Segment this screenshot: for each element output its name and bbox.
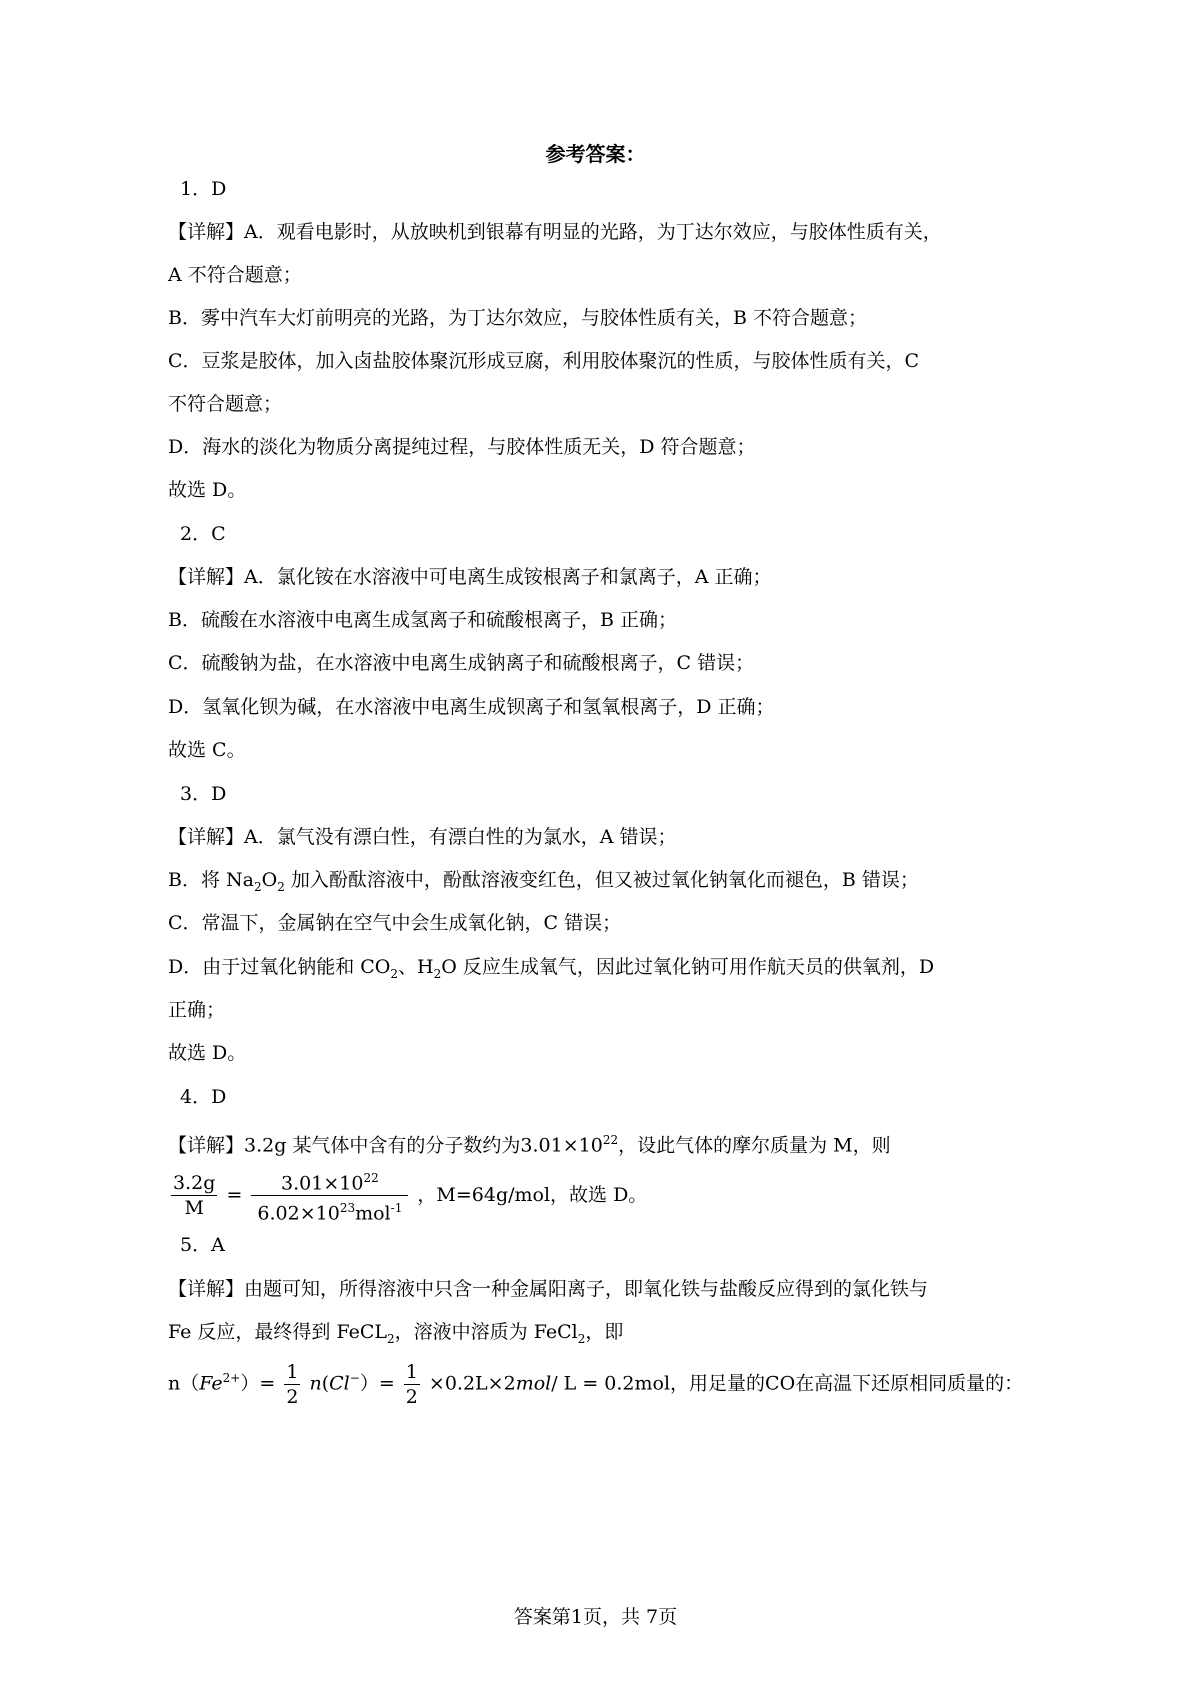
- answer-3-a: 【详解】A．氯气没有漂白性，有漂白性的为氯水，A 错误；: [168, 826, 677, 848]
- answer-4-equation: $\frac{3.2g}{M}$ = $\frac{3.01\times 10^{22}}{6.02\times 10^{23}mol^{-1}}$ ，M=64g/mol，故选 D。: [168, 1166, 647, 1226]
- answer-2-c: C．硫酸钠为盐，在水溶液中电离生成钠离子和硫酸根离子，C 错误；: [168, 652, 755, 674]
- answer-3-head: 3．D: [180, 783, 227, 805]
- answer-3-c: C．常温下，金属钠在空气中会生成氧化钠，C 错误；: [168, 912, 622, 934]
- answer-2-b: B．硫酸在水溶液中电离生成氢离子和硫酸根离子，B 正确；: [168, 609, 677, 631]
- answer-4-head: 4．D: [180, 1086, 227, 1108]
- answer-5-head: 5．A: [180, 1234, 225, 1256]
- answer-2-d: D．氢氧化钡为碱，在水溶液中电离生成钡离子和氢氧根离子，D 正确；: [168, 696, 775, 718]
- answer-5-l1: 【详解】由题可知，所得溶液中只含一种金属阳离子，即氧化铁与盐酸反应得到的氯化铁与: [168, 1278, 929, 1300]
- answer-3-d-cont: 正确；: [168, 999, 226, 1021]
- answer-2-a: 【详解】A．氯化铵在水溶液中可电离生成铵根离子和氯离子，A 正确；: [168, 566, 772, 588]
- answer-3-d: D．由于过氧化钠能和 $CO_2$、$H_2O$ 反应生成氧气，因此过氧化钠可用作航天员的供氧剂，D: [168, 956, 935, 981]
- answer-2-head: 2．C: [180, 523, 226, 545]
- answer-1-c: C．豆浆是胶体，加入卤盐胶体聚沉形成豆腐，利用胶体聚沉的性质，与胶体性质有关，C: [168, 350, 920, 372]
- answer-4-detail: 【详解】3.2g 某气体中含有的分子数约为$3.01\times 10^{22}$，设此气体的摩尔质量为 M，则: [168, 1133, 891, 1157]
- fraction-half-1: $\frac{1}{2}$: [286, 1361, 299, 1408]
- answer-1-head: 1．D: [180, 178, 227, 200]
- answer-5-equation: $n(Fe^{2+})=$ $\frac{1}{2}$ n(Cl−）= $\frac{1}{2}$ ×0.2L×2mol/ L = 0.2mol，用足量的CO在高温下还原相同质量的：: [168, 1361, 1024, 1408]
- answer-1-a: 【详解】A．观看电影时，从放映机到银幕有明显的光路，为丁达尔效应，与胶体性质有关，: [168, 221, 942, 243]
- answer-1-c-cont: 不符合题意；: [168, 393, 283, 415]
- answer-1-d: D．海水的淡化为物质分离提纯过程，与胶体性质无关，D 符合题意；: [168, 436, 756, 458]
- page-title: 参考答案：: [545, 142, 646, 166]
- fraction-avogadro: $\frac{3.01\times 10^{22}}{6.02\times 10^{23}mol^{-1}}$: [251, 1166, 408, 1226]
- fraction-mass-over-m: $\frac{3.2g}{M}$: [173, 1172, 216, 1220]
- answer-1-conclusion: 故选 D。: [168, 479, 247, 501]
- answer-1-b: B．雾中汽车大灯前明亮的光路，为丁达尔效应，与胶体性质有关，B 不符合题意；: [168, 307, 867, 329]
- answer-3-b: B．将 $Na_2O_2$ 加入酚酞溶液中，酚酞溶液变红色，但又被过氧化钠氧化而褪色，B 错误；: [168, 869, 919, 894]
- fraction-half-2: $\frac{1}{2}$: [405, 1361, 418, 1408]
- answer-5-l2: Fe 反应，最终得到 FeCL$_2$，溶液中溶质为 FeCl$_2$，即: [168, 1321, 624, 1346]
- answer-2-conclusion: 故选 C。: [168, 739, 246, 761]
- page-footer: 答案第1页，共 7页: [513, 1606, 678, 1628]
- answer-3-conclusion: 故选 D。: [168, 1042, 247, 1064]
- answer-1-a-cont: A 不符合题意；: [168, 264, 302, 286]
